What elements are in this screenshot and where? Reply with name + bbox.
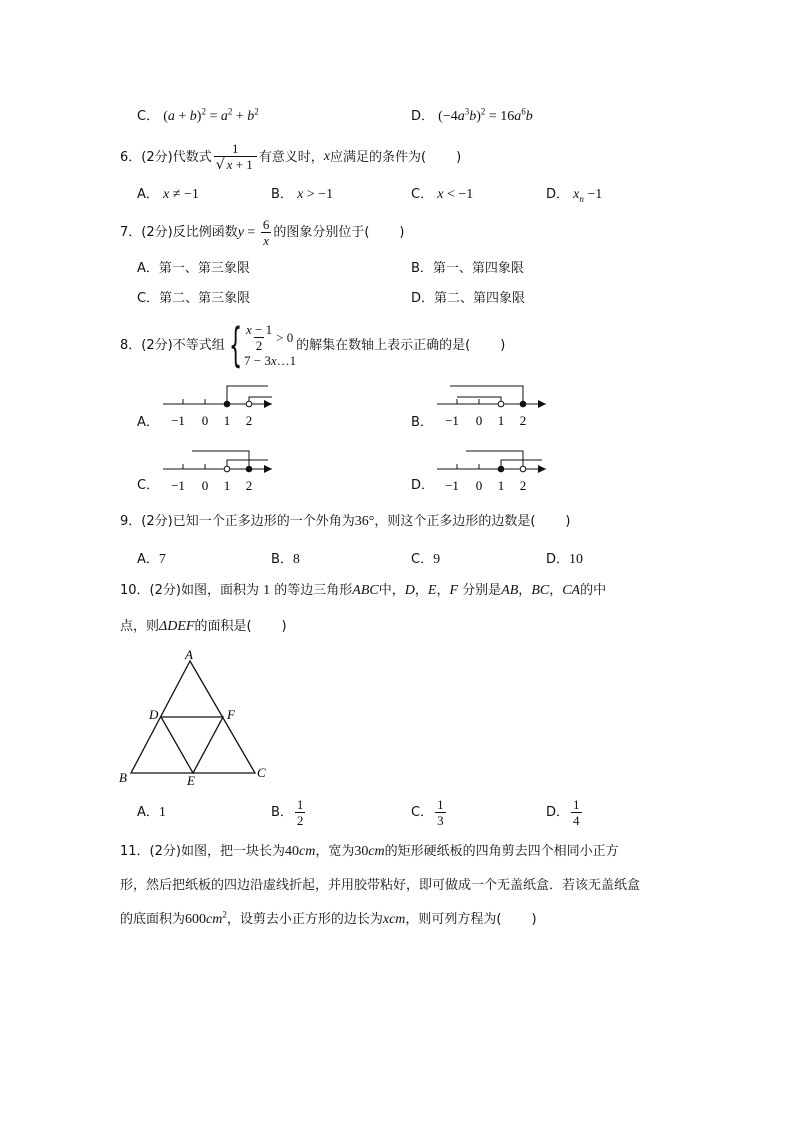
number-line-c [163,451,272,493]
q9-option-a[interactable]: A．7 [137,552,166,567]
number-line-b [437,386,546,428]
axis-label: 2 [519,413,527,428]
axis-label: 0 [201,413,209,428]
q6-option-d[interactable]: D． $x_n -1$ [546,187,603,204]
sqrt-sign-icon: √ [215,157,225,173]
q7-option-d[interactable]: D．第二、第四象限 [411,291,526,306]
axis-label: 1 [223,478,231,493]
axis-label: 1 [497,413,505,428]
q8-stem: 8．(2分) 不等式组 { $\frac{x - 1}{2}$ > 0 7 − 3x…1 的解集在数轴上表示正确的是 ( ) [120,318,506,372]
q8-option-b[interactable]: B． [411,415,433,430]
q6-option-a[interactable]: A． x ≠ −1 [137,187,199,202]
q7-option-c[interactable]: C．第二、第三象限 [137,291,251,306]
axis-label: −1 [171,478,185,493]
q8-system: $\frac{x - 1}{2}$ > 0 7 − 3x…1 [243,322,297,368]
left-brace-icon: { [228,318,242,372]
q5-option-d-expr: $(-4a^3b)^2 = 16a^6b$ [438,106,533,124]
q9-option-d[interactable]: D．10 [546,552,584,567]
q5-option-c-expr: $(a + b)^2 = a^2 + b^2$ [163,106,259,124]
axis-label: 1 [497,478,505,493]
q9-stem: 9．(2分)已知一个正多边形的一个外角为36°，则这个正多边形的边数是( ) [120,514,571,529]
q10-option-a[interactable]: A．1 [137,805,166,820]
label-c: C [257,765,266,780]
q8-option-a[interactable]: A． [137,415,159,430]
label-d: D [149,707,159,722]
axis-label: 1 [223,413,231,428]
q7-stem: 7．(2分) 反比例函数 y = $\frac{6}{x}$ 的图象分别位于 ( ) [120,217,405,248]
label-b: B [119,770,127,785]
label-e: E [187,773,195,788]
q7-fraction: $\frac{6}{x}$ [262,217,270,248]
axis-label: 0 [475,413,483,428]
q6-stem: 6．(2分) 代数式 $\frac{1}{√ x + 1}$ 有意义时， x 应满足的条件为 ( ) [120,141,462,173]
q8-option-d[interactable]: D． [411,478,435,493]
q5-option-c[interactable]: C． $(a + b)^2 = a^2 + b^2$ [137,106,259,124]
q10-option-c[interactable]: C． $\frac{1}{3}$ [411,797,444,828]
q10-option-d[interactable]: D． $\frac{1}{4}$ [546,797,580,828]
q10-option-b[interactable]: B． $\frac{1}{2}$ [271,797,304,828]
q6-option-c[interactable]: C． x < −1 [411,187,474,202]
q7-option-a[interactable]: A．第一、第三象限 [137,261,250,276]
q10-stem-line2: 点，则ΔDEF的面积是( ) [120,619,287,634]
label-a: A [185,647,193,662]
number-line-d [437,451,546,493]
q11-stem-line1: 11．(2分)如图，把一块长为40cm，宽为30cm的矩形硬纸板的四角剪去四个相同小正方 [120,844,619,859]
q8-option-c[interactable]: C． [137,478,160,493]
q6-fraction: $\frac{1}{√ x + 1}$ [214,142,257,172]
triangle-figure [115,645,275,790]
q5-option-d[interactable]: D． $(-4a^3b)^2 = 16a^6b$ [411,106,533,124]
q11-stem-line3: 的底面积为$600cm^2$，设剪去小正方形的边长为xcm，则可列方程为( ) [120,909,537,927]
axis-label: −1 [445,478,459,493]
axis-label: −1 [445,413,459,428]
axis-label: 0 [201,478,209,493]
q9-option-b[interactable]: B．8 [271,552,300,567]
axis-label: 0 [475,478,483,493]
label-f: F [227,707,235,722]
q7-option-b[interactable]: B．第一、第四象限 [411,261,524,276]
axis-label: 2 [245,413,253,428]
axis-label: 2 [245,478,253,493]
q11-stem-line2: 形，然后把纸板的四边沿虚线折起，并用胶带粘好，即可做成一个无盖纸盒．若该无盖纸盒 [120,878,641,893]
q10-stem-line1: 10．(2分)如图，面积为 1 的等边三角形ABC中，D，E，F 分别是AB，BC，CA的中 [120,583,607,598]
number-line-a [163,386,272,428]
q6-option-b[interactable]: B． x > −1 [271,187,334,202]
q9-option-c[interactable]: C．9 [411,552,441,567]
axis-label: 2 [519,478,527,493]
axis-label: −1 [171,413,185,428]
